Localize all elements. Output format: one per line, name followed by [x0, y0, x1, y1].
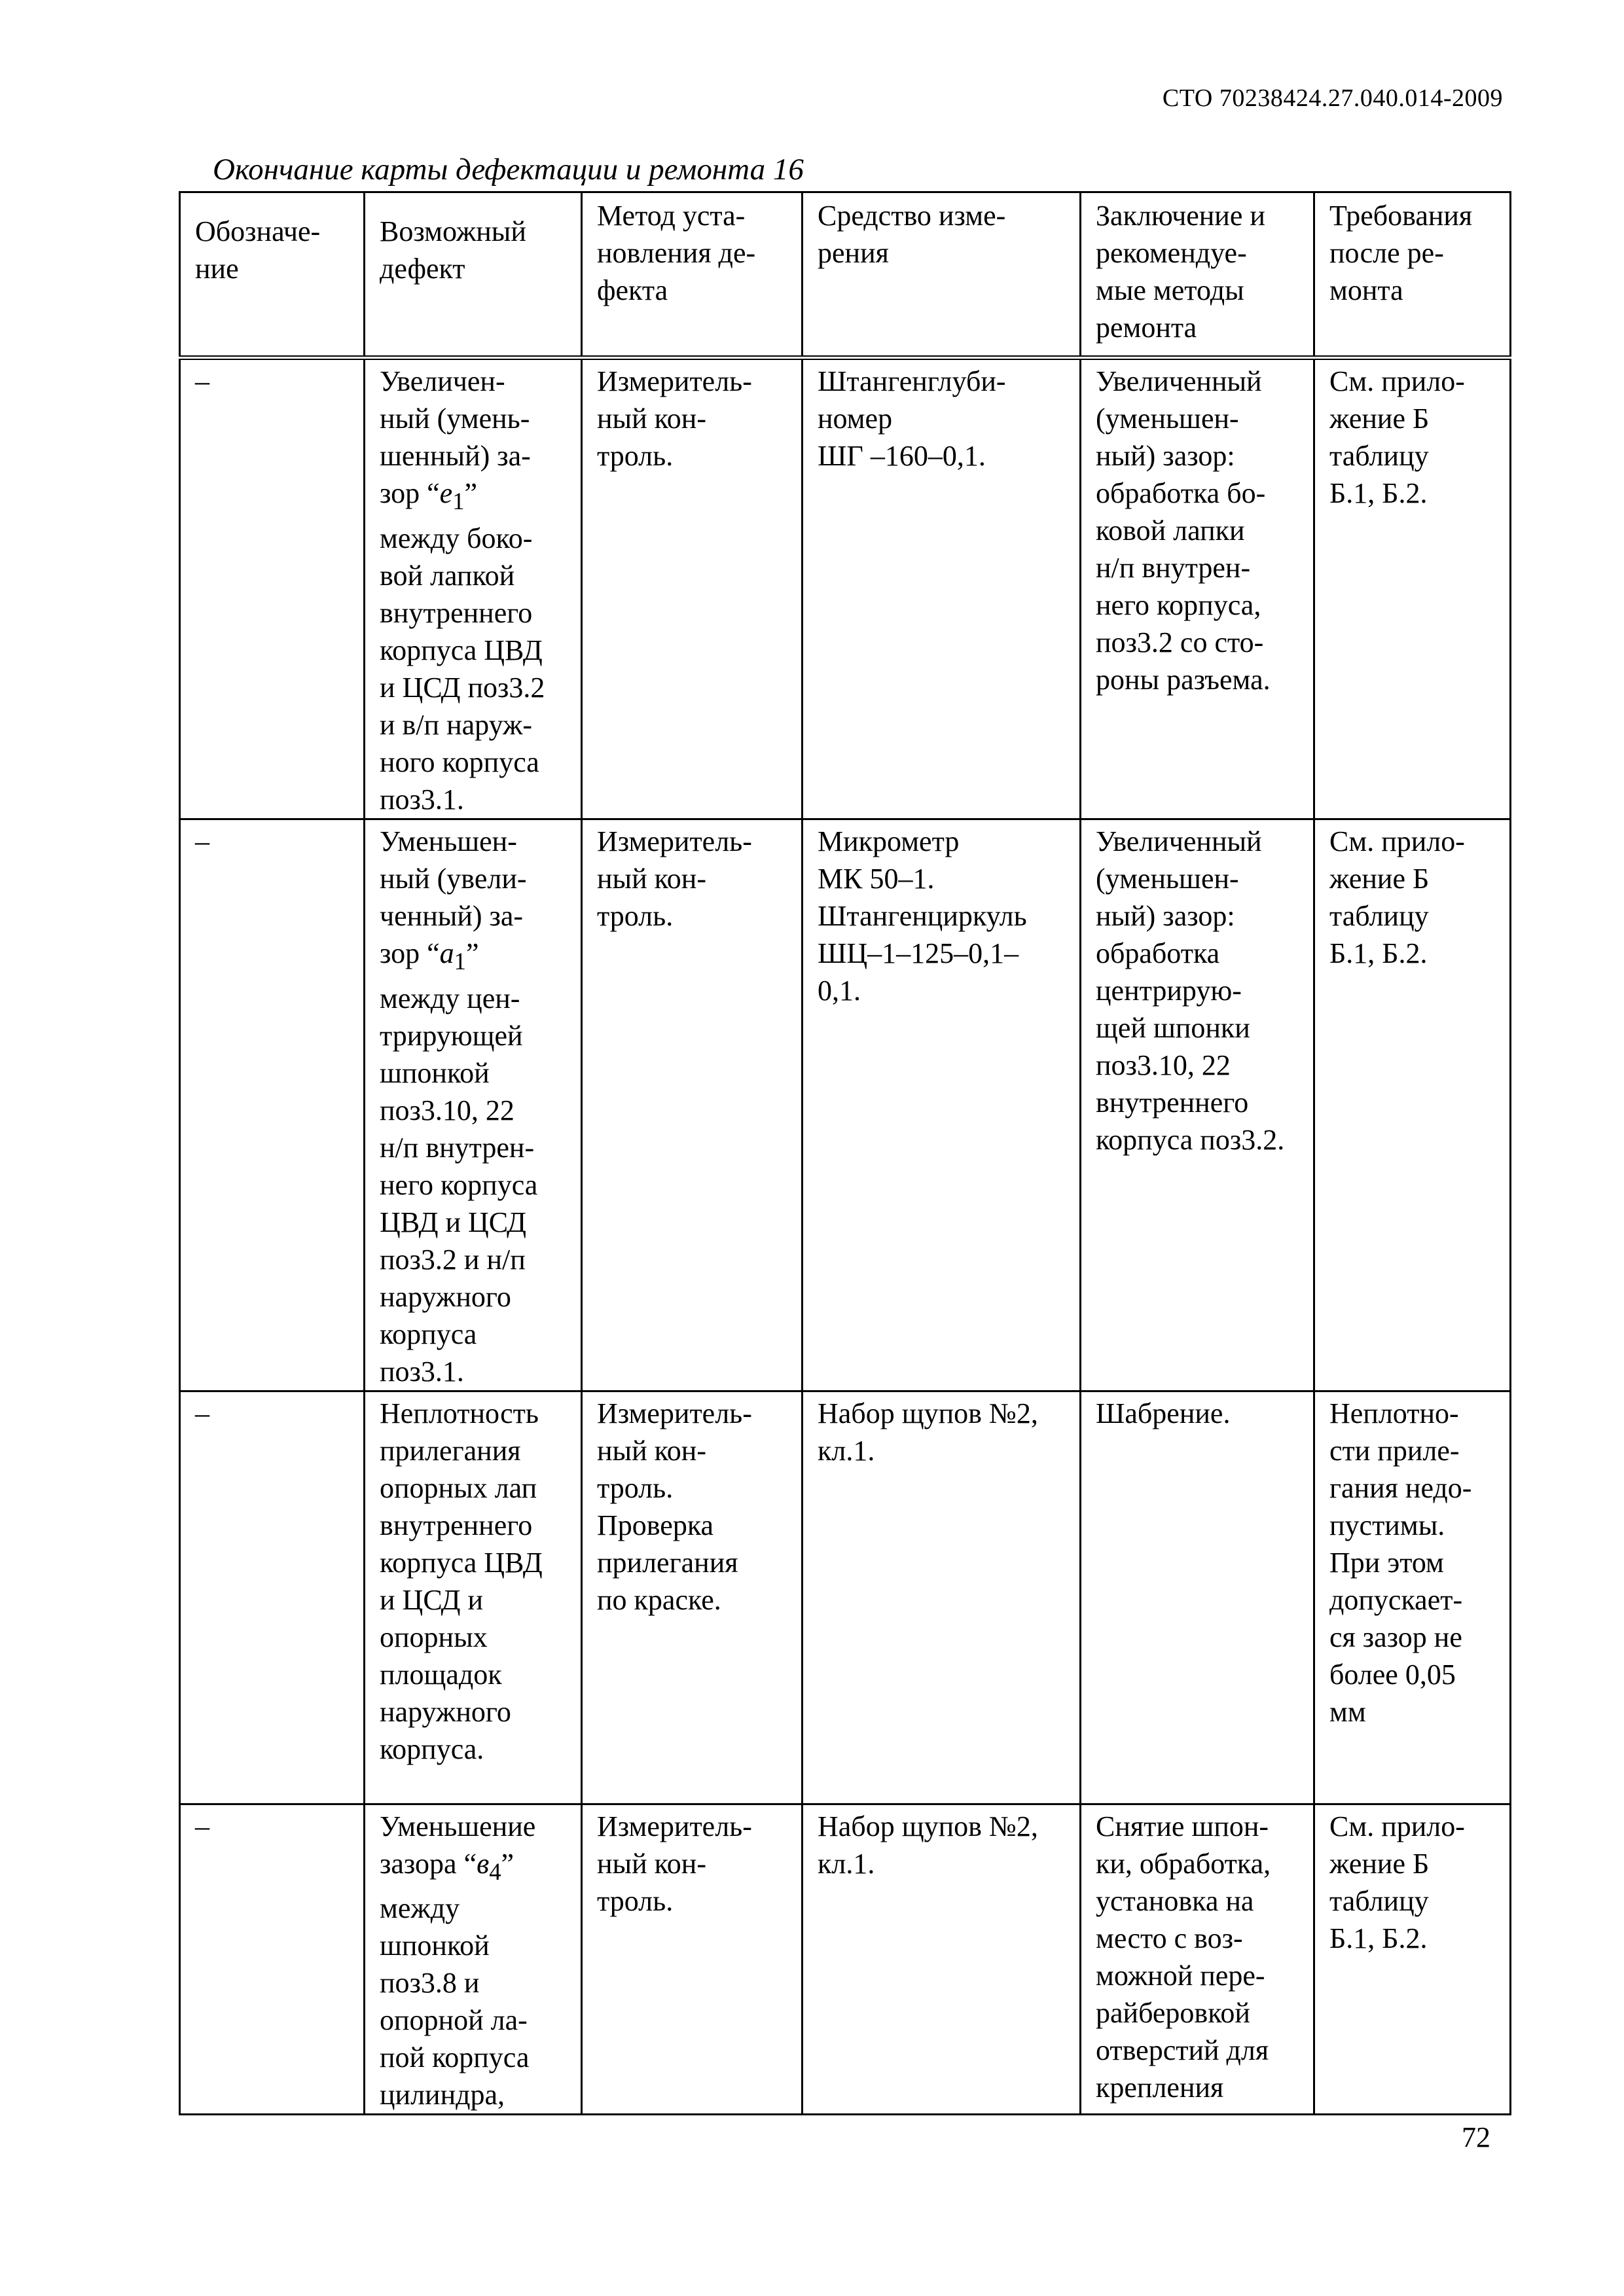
page-number: 72	[1462, 2121, 1490, 2153]
cell-requirements: Неплотно- сти приле- гания недо- пустимы. При этом допускает- ся зазор не более 0,05 мм	[1314, 1391, 1511, 1804]
column-header-requirements: Требования после ре- монта	[1314, 192, 1511, 358]
gap-symbol: в	[477, 1847, 490, 1880]
defect-repair-table	[179, 191, 1511, 2115]
gap-subscript: 4	[489, 1857, 501, 1885]
gap-subscript: 1	[454, 947, 466, 975]
column-header-designation: Обозначе- ние	[180, 192, 365, 358]
defect-text: Уменьшен- ный (увели- ченный) за- зор “	[380, 825, 527, 969]
column-header-method: Метод уста- новления де- фекта	[582, 192, 803, 358]
table-row	[180, 1804, 1511, 2115]
cell-instrument: Микрометр МК 50–1. Штангенциркуль ШЦ–1–125–0,1– 0,1.	[803, 819, 1081, 1391]
defect-text: Неплотность прилегания опорных лап внутреннего корпуса ЦВД и ЦСД и опорных площадок наружного корпуса.	[380, 1397, 543, 1765]
cell-defect	[365, 1391, 582, 1804]
cell-instrument: Набор щупов №2, кл.1.	[803, 1391, 1081, 1804]
column-header-instrument: Средство изме- рения	[803, 192, 1081, 358]
cell-conclusion: Шабрение.	[1081, 1391, 1314, 1804]
cell-defect	[365, 358, 582, 819]
defect-text: Уменьшение зазора “	[380, 1810, 536, 1880]
cell-requirements: См. прило- жение Б таблицу Б.1, Б.2.	[1314, 1804, 1511, 2115]
cell-designation: –	[180, 819, 365, 1391]
gap-symbol: e	[439, 477, 453, 509]
cell-defect	[365, 819, 582, 1391]
cell-designation: –	[180, 358, 365, 819]
table-row	[180, 819, 1511, 1391]
column-header-defect: Возможный дефект	[365, 192, 582, 358]
table-row	[180, 358, 1511, 819]
cell-method: Измеритель- ный кон- троль. Проверка прилегания по краске.	[582, 1391, 803, 1804]
cell-instrument: Штангенглуби- номер ШГ –160–0,1.	[803, 358, 1081, 819]
cell-conclusion: Увеличенный (уменьшен- ный) зазор: обработка центрирую- щей шпонки поз3.10, 22 внутреннего корпуса поз3.2.	[1081, 819, 1314, 1391]
gap-symbol: a	[439, 937, 454, 969]
cell-conclusion: Увеличенный (уменьшен- ный) зазор: обработка бо- ковой лапки н/п внутрен- него корпуса, поз3.2 со сто- роны разъема.	[1081, 358, 1314, 819]
cell-defect	[365, 1804, 582, 2115]
cell-method: Измеритель- ный кон- троль.	[582, 1804, 803, 2115]
cell-method: Измеритель- ный кон- троль.	[582, 819, 803, 1391]
defect-text-continued: ” между боко- вой лапкой внутреннего корпуса ЦВД и ЦСД поз3.2 и в/п наруж- ного корпуса поз3.1.	[380, 477, 545, 816]
cell-method: Измеритель- ный кон- троль.	[582, 358, 803, 819]
column-header-conclusion: Заключение и рекомендуе- мые методы ремонта	[1081, 192, 1314, 358]
cell-instrument: Набор щупов №2, кл.1.	[803, 1804, 1081, 2115]
table-caption: Окончание карты дефектации и ремонта 16	[213, 152, 804, 187]
defect-text: Увеличен- ный (умень- шенный) за- зор “	[380, 365, 531, 509]
table-header-row	[180, 192, 1511, 358]
gap-subscript: 1	[452, 487, 465, 514]
cell-designation: –	[180, 1391, 365, 1804]
cell-designation: –	[180, 1804, 365, 2115]
document-code: СТО 70238424.27.040.014-2009	[1162, 84, 1503, 112]
cell-requirements: См. прило- жение Б таблицу Б.1, Б.2.	[1314, 819, 1511, 1391]
table-row	[180, 1391, 1511, 1804]
cell-conclusion: Снятие шпон- ки, обработка, установка на место с воз- можной пере- райберовкой отверстий для крепления	[1081, 1804, 1314, 2115]
defect-text-continued: ” между цен- трирующей шпонкой поз3.10, 22 н/п внутрен- него корпуса ЦВД и ЦСД поз3.2 и н/п наружного корпуса поз3.1.	[380, 937, 538, 1388]
defect-text-continued: ” между шпонкой поз3.8 и опорной ла- пой корпуса цилиндра,	[380, 1847, 530, 2111]
cell-requirements: См. прило- жение Б таблицу Б.1, Б.2.	[1314, 358, 1511, 819]
